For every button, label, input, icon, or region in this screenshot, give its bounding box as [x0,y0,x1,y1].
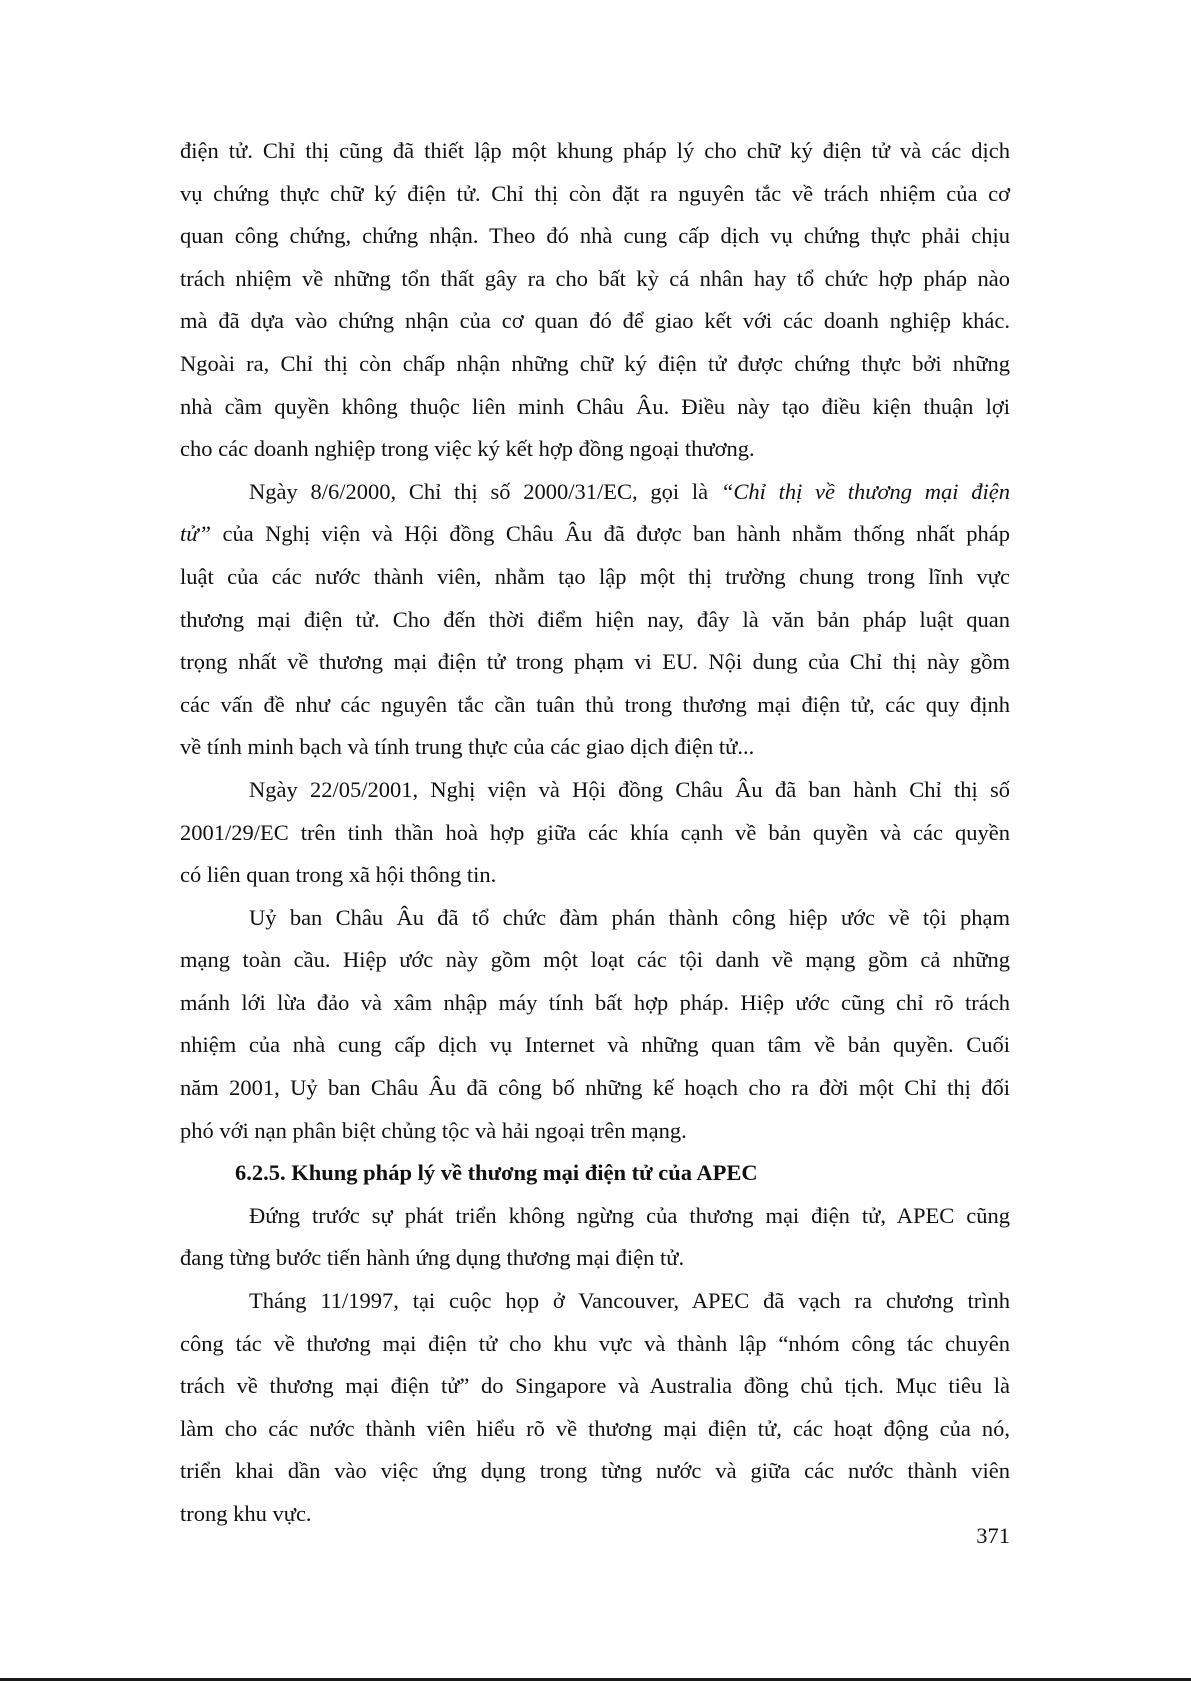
page-number: 371 [976,1523,1010,1548]
text-line: triển khai dần vào việc ứng dụng trong từng nước và giữa các nước thành viên [180,1458,1010,1484]
text-line: đang từng bước tiến hành ứng dụng thương mại điện tử. [180,1245,685,1271]
text-line: trọng nhất về thương mại điện tử trong phạm vi EU. Nội dung của Chỉ thị này gồm [180,649,1010,675]
text-line [180,513,1010,556]
text-line: mà đã dựa vào chứng nhận của cơ quan đó để giao kết với các doanh nghiệp khác. [180,308,1010,334]
text-line: mánh lới lừa đảo và xâm nhập máy tính bất hợp pháp. Hiệp ước cũng chỉ rõ trách [180,989,1010,1015]
text-line: về tính minh bạch và tính trung thực của các giao dịch điện tử... [180,734,755,760]
text-line: Ngoài ra, Chỉ thị còn chấp nhận những chữ ký điện tử được chứng thực bởi những [180,350,1010,376]
text-run: Ngày 8/6/2000, Chỉ thị số 2000/31/EC, gọi là [249,478,721,504]
text-line: có liên quan trong xã hội thông tin. [180,862,497,888]
text-line: các vấn đề như các nguyên tắc cần tuân thủ trong thương mại điện tử, các quy định [180,691,1010,717]
text-line: năm 2001, Uỷ ban Châu Âu đã công bố những kế hoạch cho ra đời một Chỉ thị đối [180,1075,1010,1101]
paragraph [180,1280,1010,1536]
paragraph [180,769,1010,897]
italic-title: tử” [180,521,212,547]
text-line: trong khu vực. [180,1501,312,1526]
text-line: luật của các nước thành viên, nhằm tạo lập một thị trường chung trong lĩnh vực [180,563,1010,589]
text-line: quan công chứng, chứng nhận. Theo đó nhà cung cấp dịch vụ chứng thực phải chịu [180,223,1010,249]
text-line: trách nhiệm về những tổn thất gây ra cho bất kỳ cá nhân hay tổ chức hợp pháp nào [180,265,1010,291]
text-line: mạng toàn cầu. Hiệp ước này gồm một loạt các tội danh về mạng gồm cả những [180,947,1010,973]
text-line: làm cho các nước thành viên hiểu rõ về thương mại điện tử, các hoạt động của nó, [180,1415,1010,1441]
text-line: cho các doanh nghiệp trong việc ký kết hợp đồng ngoại thương. [180,436,755,462]
text-line: vụ chứng thực chữ ký điện tử. Chỉ thị còn đặt ra nguyên tắc về trách nhiệm của cơ [180,180,1010,206]
section-heading: 6.2.5. Khung pháp lý về thương mại điện tử của APEC [235,1160,758,1186]
text-line: Ngày 22/05/2001, Nghị viện và Hội đồng Châu Âu đã ban hành Chỉ thị số [249,776,1010,802]
text-line: Đứng trước sự phát triển không ngừng của thương mại điện tử, APEC cũng [249,1202,1010,1228]
text-line: 2001/29/EC trên tinh thần hoà hợp giữa các khía cạnh về bản quyền và các quyền [180,819,1010,845]
text-line: điện tử. Chỉ thị cũng đã thiết lập một khung pháp lý cho chữ ký điện tử và các dịch [180,138,1010,163]
text-line: Tháng 11/1997, tại cuộc họp ở Vancouver, APEC đã vạch ra chương trình [249,1288,1010,1314]
text-line: Uỷ ban Châu Âu đã tổ chức đàm phán thành công hiệp ước về tội phạm [249,904,1010,930]
text-line: công tác về thương mại điện tử cho khu vực và thành lập “nhóm công tác chuyên [180,1330,1010,1356]
paragraph [180,897,1010,1153]
scan-edge-line [0,1678,1191,1681]
text-line: nhiệm của nhà cung cấp dịch vụ Internet và những quan tâm về bản quyền. Cuối [180,1032,1010,1058]
paragraph [180,471,1010,769]
text-run: của Nghị viện và Hội đồng Châu Âu đã được ban hành nhằm thống nhất pháp [211,521,1010,547]
text-line: nhà cầm quyền không thuộc liên minh Châu Âu. Điều này tạo điều kiện thuận lợi [180,393,1010,419]
text-line: phó với nạn phân biệt chủng tộc và hải ngoại trên mạng. [180,1117,687,1143]
text-line: thương mại điện tử. Cho đến thời điểm hiện nay, đây là văn bản pháp luật quan [180,606,1010,632]
paragraph [180,1195,1010,1280]
text-line [180,471,1010,514]
italic-title: “Chỉ thị về thương mại điện [720,478,1010,504]
text-line: trách về thương mại điện tử” do Singapore và Australia đồng chủ tịch. Mục tiêu là [180,1373,1010,1399]
paragraph [180,130,1010,471]
page-body [180,130,1010,1536]
